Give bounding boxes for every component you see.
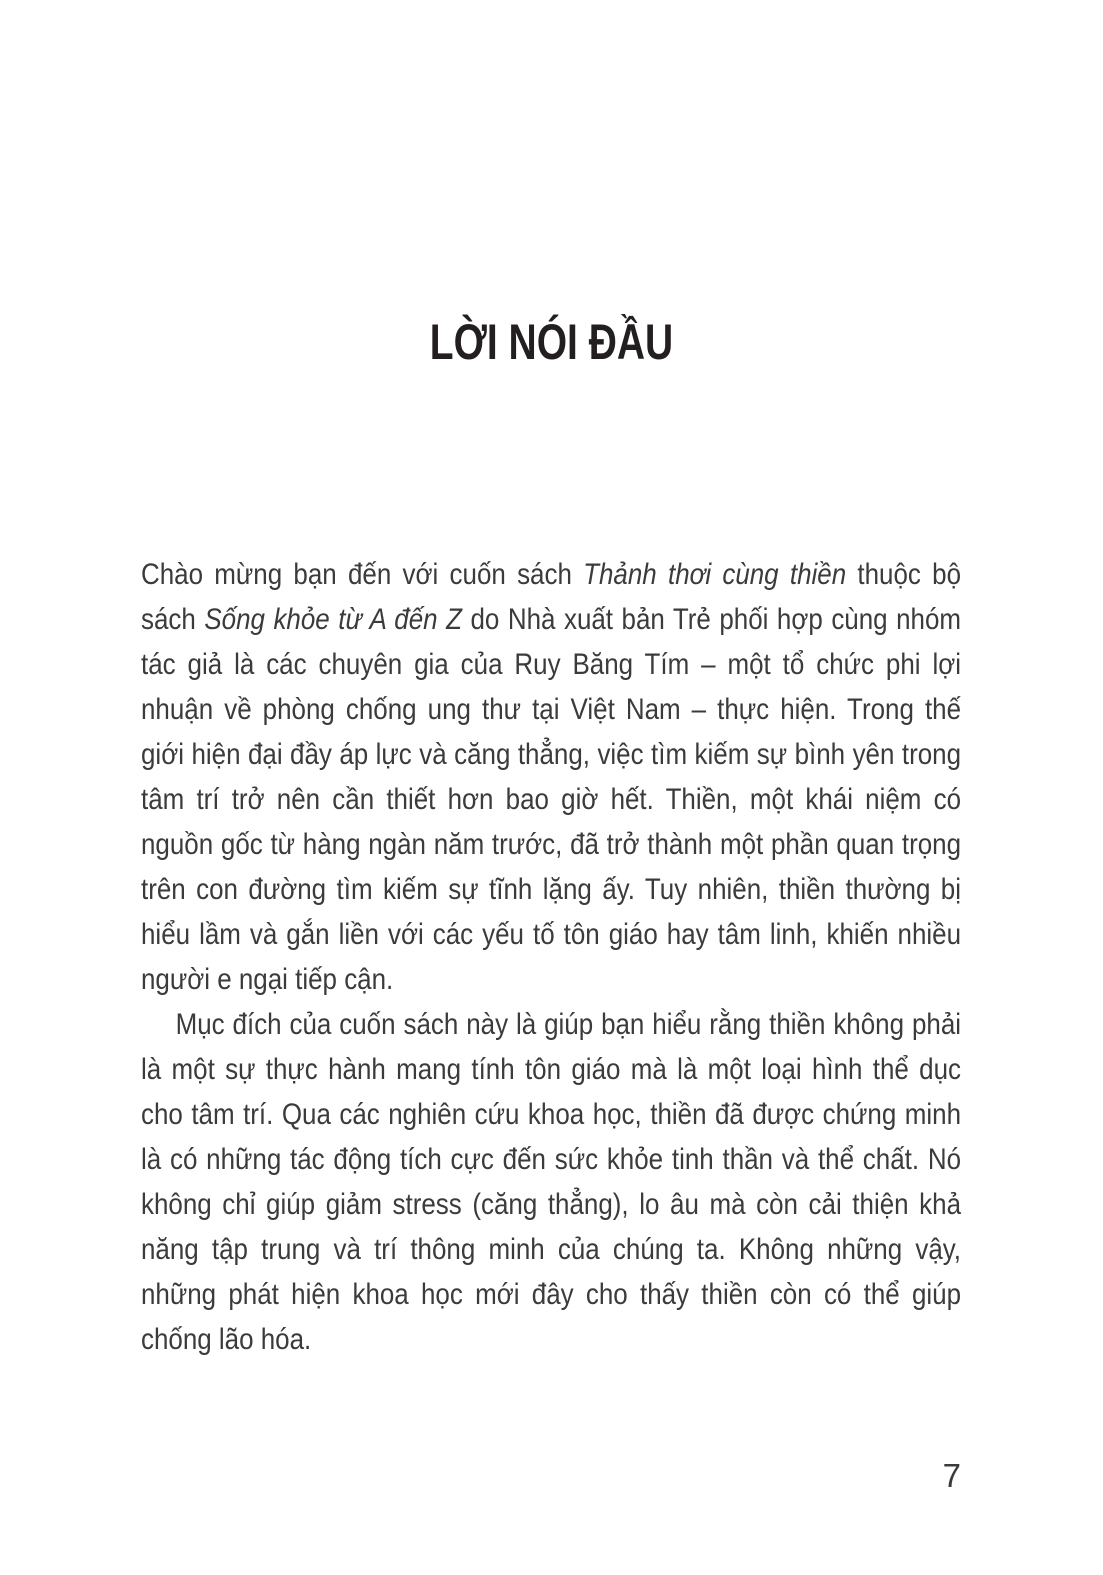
italic-run: Sống khỏe từ A đến Z xyxy=(204,603,462,636)
page-number: 7 xyxy=(942,1457,961,1494)
text-run: Mục đích của cuốn sách này là giúp bạn hiểu rằng thiền không phải là một sự thực hành mang tính tôn giáo mà là một loại hình thể dục cho tâm trí. Qua các nghiên cứu khoa học, thiền đã được chứng minh là có những tác động tích cực đến sức khỏe tinh thần và thể chất. Nó không chỉ giúp giảm stress (căng thẳng), lo âu mà còn cải thiện khả năng tập trung và trí thông minh của chúng ta. Không những vậy, những phát hiện khoa học mới đây cho thấy thiền còn có thể giúp chống lão hóa. xyxy=(141,1008,962,1356)
text-run: Chào mừng bạn đến với cuốn sách xyxy=(141,558,584,591)
text-run: thuộc bộ sách xyxy=(141,558,962,636)
text-run: do Nhà xuất bản Trẻ phối hợp cùng nhóm tác giả là các chuyên gia của Ruy Băng Tím – một tổ chức phi lợi nhuận về phòng chống ung thư tại Việt Nam – thực hiện. Trong thế giới hiện đại đầy áp lực và căng thẳng, việc tìm kiếm sự bình yên trong tâm trí trở nên cần thiết hơn bao giờ hết. Thiền, một khái niệm có nguồn gốc từ hàng ngàn năm trước, đã trở thành một phần quan trọng trên con đường tìm kiếm sự tĩnh lặng ấy. Tuy nhiên, thiền thường bị hiểu lầm và gắn liền với các yếu tố tôn giáo hay tâm linh, khiến nhiều người e ngại tiếp cận. xyxy=(141,603,962,996)
chapter-title: LỜI NÓI ĐẦU xyxy=(429,314,674,370)
paragraph xyxy=(141,1002,961,1362)
body-text xyxy=(141,552,961,1362)
paragraph xyxy=(141,552,961,1002)
italic-run: Thảnh thơi cùng thiền xyxy=(583,558,847,591)
